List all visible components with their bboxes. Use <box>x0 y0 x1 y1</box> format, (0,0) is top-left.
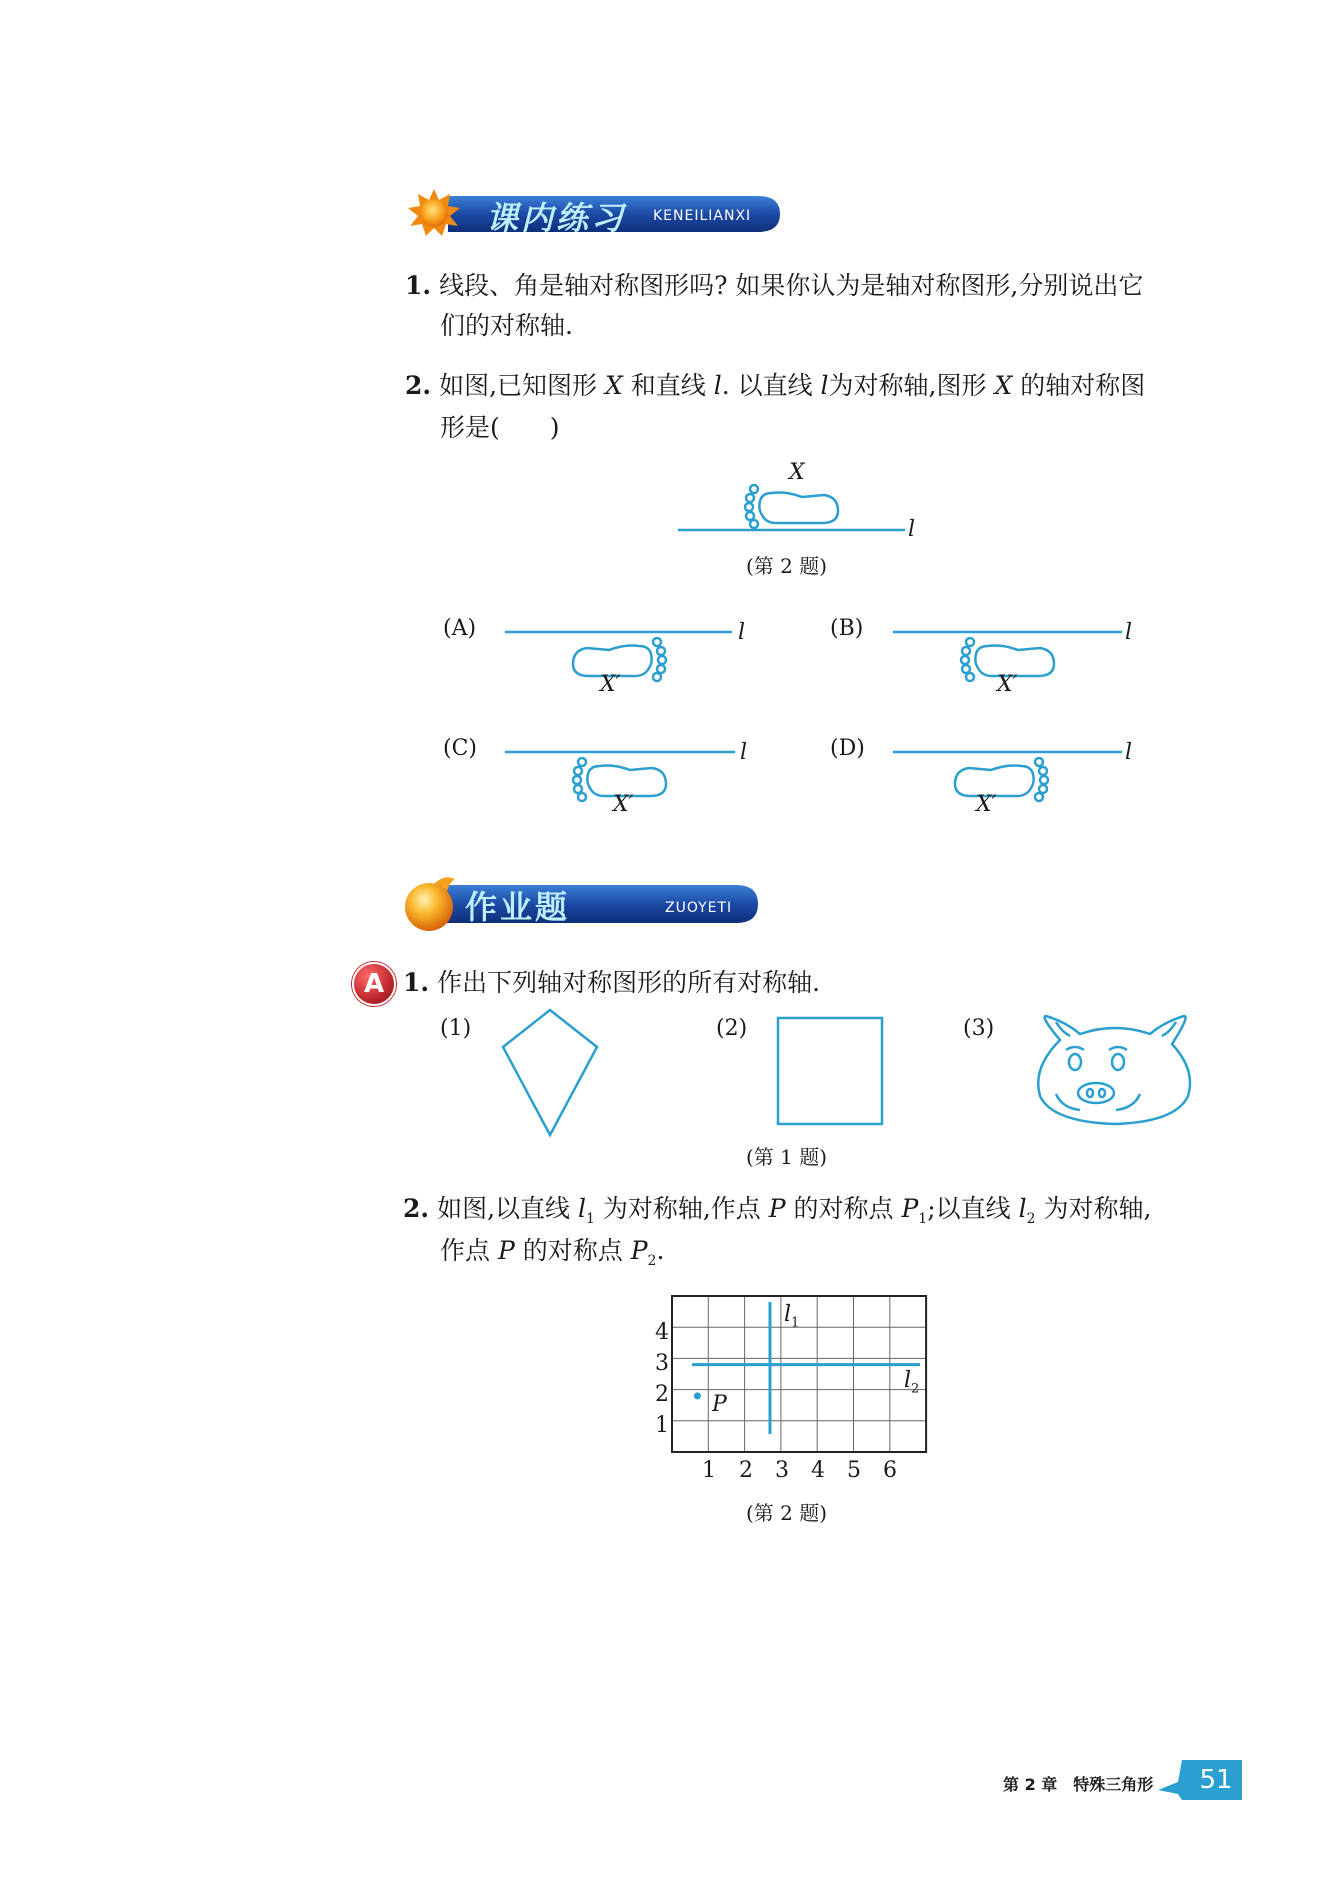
subscript: 2 <box>911 1381 920 1397</box>
option-D-shape: X′ <box>976 792 997 817</box>
badge-letter: A <box>363 969 385 999</box>
text: 的对称点 <box>514 1236 631 1265</box>
var-P: P <box>630 1236 648 1265</box>
var-X: X <box>994 371 1013 400</box>
var-l: l <box>820 371 829 400</box>
grid-line-l1-label <box>784 1302 799 1330</box>
section-title: 课内练习 <box>486 199 627 237</box>
text: ;以直线 <box>927 1194 1019 1223</box>
figure-label-2: (2) <box>716 1016 748 1041</box>
option-D-label: (D) <box>830 736 865 761</box>
option-C-label: (C) <box>443 736 477 761</box>
question-2-line2: 形是( ) <box>440 413 560 442</box>
pig-face <box>1038 1016 1190 1124</box>
subscript: 1 <box>585 1211 595 1227</box>
page-number: 51 <box>1199 1765 1233 1795</box>
option-D-line: l <box>1125 740 1133 765</box>
y-tick-2: 2 <box>655 1382 669 1407</box>
question-number: 2. <box>405 371 432 400</box>
text: 为对称轴, <box>1035 1194 1152 1223</box>
var-P: P <box>768 1194 786 1223</box>
q2-figure <box>678 485 905 530</box>
text: 为对称轴,作点 <box>594 1194 769 1223</box>
caption-hw2: (第 2 题) <box>746 1501 828 1525</box>
var-l: l <box>577 1194 586 1223</box>
option-A-shape: X′ <box>600 672 621 697</box>
figure-label-1: (1) <box>440 1016 472 1041</box>
var-l: l <box>904 1368 912 1393</box>
question-text: 作出下列轴对称图形的所有对称轴. <box>437 968 821 997</box>
grid-line-l2-label <box>904 1368 919 1396</box>
section-subtitle: KENEILIANXI <box>653 208 752 224</box>
square-shape <box>778 1018 882 1124</box>
section-subtitle: ZUOYETI <box>665 900 733 916</box>
text: 如图,以直线 <box>437 1194 578 1223</box>
option-D-figure <box>893 752 1122 801</box>
y-tick-4: 4 <box>655 1320 669 1345</box>
subscript: 1 <box>918 1211 928 1227</box>
x-tick-4: 4 <box>811 1458 825 1483</box>
point-P <box>694 1392 701 1399</box>
footer-chapter: 第 2 章 特殊三角形 <box>1003 1775 1154 1794</box>
subscript: 2 <box>647 1253 657 1269</box>
homework-2-line2 <box>440 1230 664 1282</box>
var-P: P <box>497 1236 515 1265</box>
footprint-X <box>745 485 838 528</box>
option-B-line: l <box>1125 620 1133 645</box>
label-l: l <box>908 517 916 542</box>
y-tick-1: 1 <box>655 1413 669 1438</box>
text: . 以直线 <box>721 371 821 400</box>
text: 如图,已知图形 <box>439 371 605 400</box>
x-tick-5: 5 <box>847 1458 861 1483</box>
var-l: l <box>713 371 722 400</box>
subscript: 1 <box>791 1315 800 1331</box>
x-tick-2: 2 <box>739 1458 753 1483</box>
text: 为对称轴,图形 <box>828 371 995 400</box>
kite-shape <box>503 1010 597 1135</box>
question-number: 2. <box>403 1194 430 1223</box>
caption-hw1: (第 1 题) <box>746 1145 828 1169</box>
level-badge-A <box>352 962 396 1006</box>
question-number: 1. <box>405 271 432 300</box>
option-C-shape: X′ <box>613 792 634 817</box>
var-l: l <box>784 1302 792 1327</box>
text: 的轴对称图 <box>1012 371 1146 400</box>
question-number: 1. <box>403 968 430 997</box>
option-A-label: (A) <box>443 616 477 641</box>
text: . <box>656 1236 665 1265</box>
question-1-line2: 们的对称轴. <box>440 311 573 340</box>
question-text: 线段、角是轴对称图形吗? 如果你认为是轴对称图形,分别说出它 <box>439 271 1144 300</box>
caption-q2: (第 2 题) <box>746 554 828 578</box>
var-P: P <box>901 1194 919 1223</box>
text: 的对称点 <box>785 1194 902 1223</box>
x-tick-3: 3 <box>775 1458 789 1483</box>
subscript: 2 <box>1026 1211 1036 1227</box>
homework-1 <box>403 962 820 1004</box>
option-B-label: (B) <box>830 616 864 641</box>
text: 作点 <box>440 1236 498 1265</box>
label-X: X <box>789 460 805 485</box>
point-P-label: P <box>712 1392 727 1417</box>
var-X: X <box>604 371 623 400</box>
x-tick-1: 1 <box>702 1458 716 1483</box>
section-banner-zuoyeti <box>403 873 758 933</box>
var-l: l <box>1018 1194 1027 1223</box>
figure-label-3: (3) <box>963 1016 995 1041</box>
option-C-line: l <box>740 740 748 765</box>
text: 和直线 <box>622 371 714 400</box>
option-B-shape: X′ <box>997 672 1018 697</box>
x-tick-6: 6 <box>883 1458 897 1483</box>
section-title: 作业题 <box>465 888 571 926</box>
option-A-line: l <box>738 620 746 645</box>
y-tick-3: 3 <box>655 1351 669 1376</box>
